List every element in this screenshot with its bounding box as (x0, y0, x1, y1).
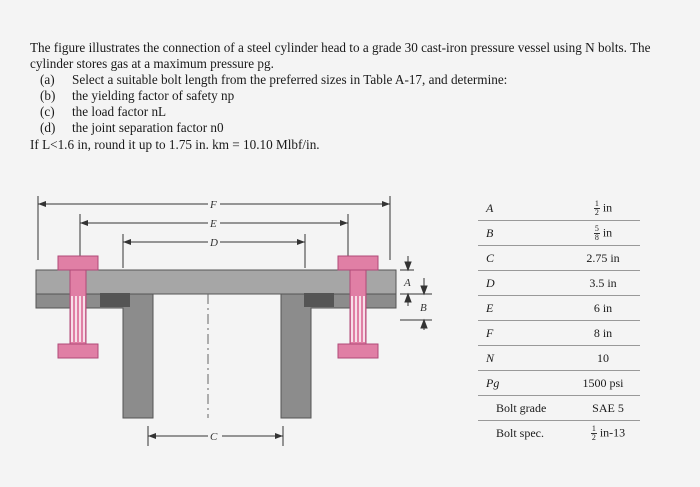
dim-label-d: D (210, 237, 218, 249)
problem-items (40, 72, 680, 136)
table-row: Bolt grade SAE 5 (478, 396, 640, 421)
gasket-right (304, 293, 334, 307)
table-row: B $\frac{5}{8}$ in (478, 221, 640, 246)
table-row: E 6 in (478, 296, 640, 321)
dim-label-f: F (210, 199, 217, 211)
gasket-left (100, 293, 130, 307)
table-row: C 2.75 in (478, 246, 640, 271)
table-row: D 3.5 in (478, 271, 640, 296)
bolted-joint-figure (28, 190, 448, 460)
problem-statement (30, 40, 680, 153)
parameters-table (478, 196, 640, 445)
table-row: A $\frac{1}{2}$ in (478, 196, 640, 221)
table-row: N 10 (478, 346, 640, 371)
dim-label-e: E (210, 218, 217, 230)
table-row: Bolt spec. $\frac{1}{2}$ in-13 (496, 423, 626, 442)
problem-item-c: (c) the load factor nL (40, 104, 167, 119)
dim-label-b: B (420, 302, 427, 314)
table-row: Pg 1500 psi (478, 371, 640, 396)
problem-item-a: (a) Select a suitable bolt length from the preferred sizes in Table A-17, and determine: (40, 72, 508, 87)
problem-intro: The figure illustrates the connection of a steel cylinder head to a grade 30 cast-iron pressure vessel using N bolts. The cylinder stores gas at a maximum pressure pg. (30, 40, 651, 71)
dimension-a-b (400, 256, 432, 330)
cylinder-head (36, 270, 396, 294)
table-row: F 8 in (478, 321, 640, 346)
dim-label-c: C (210, 431, 218, 443)
problem-item-b: (b) the yielding factor of safety np (40, 88, 235, 103)
problem-item-d: (d) the joint separation factor n0 (40, 120, 224, 135)
dim-label-a: A (404, 277, 411, 289)
dimension-lines (38, 196, 390, 446)
problem-note: If L<1.6 in, round it up to 1.75 in. km = 10.10 Mlbf/in. (30, 137, 320, 152)
